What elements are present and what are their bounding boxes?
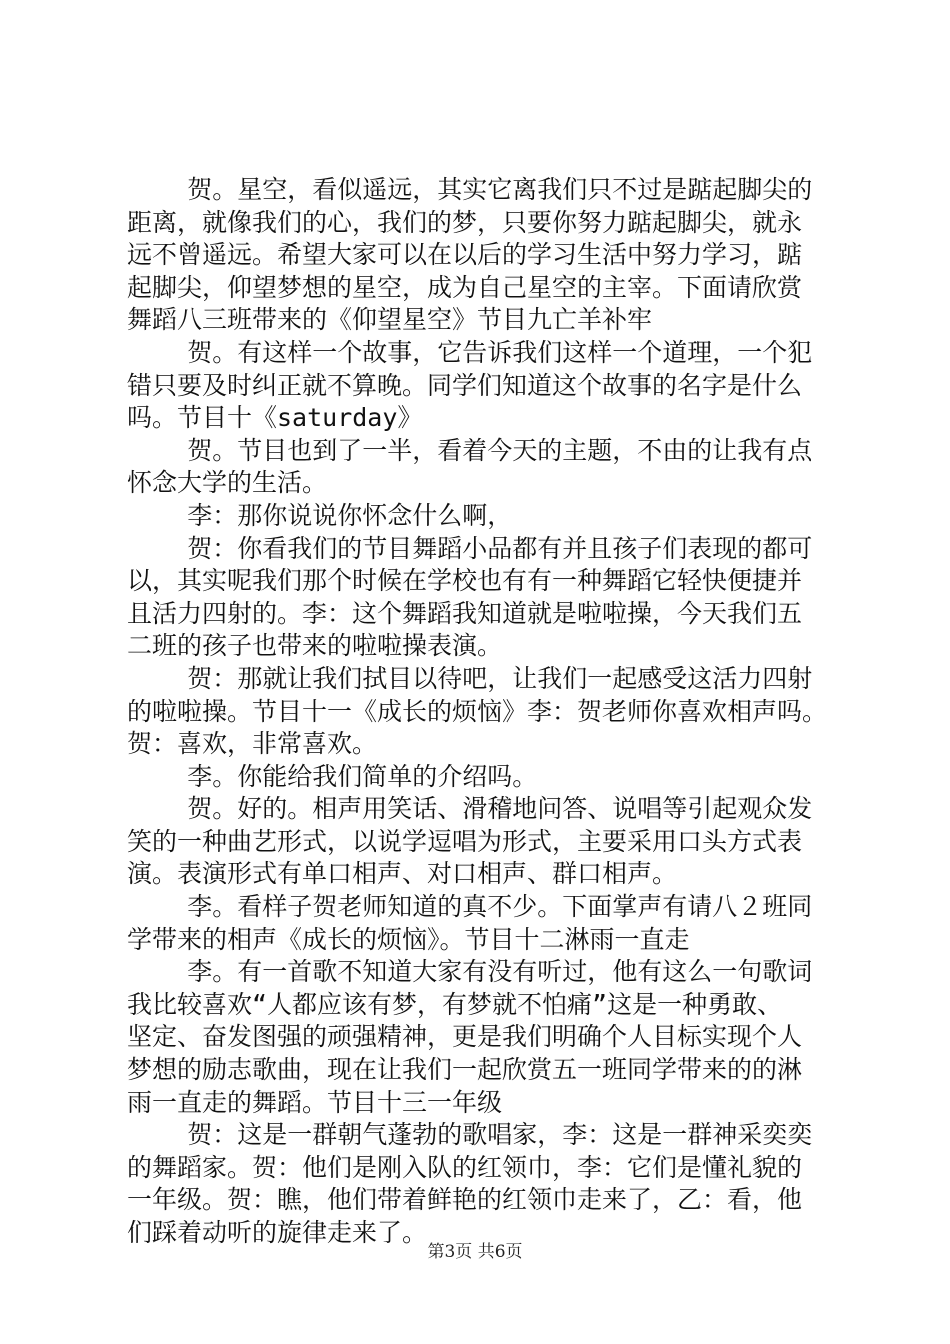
- text-line: 李。你能给我们简单的介绍吗。: [127, 761, 538, 791]
- text-line: 远不曾遥远。希望大家可以在以后的学习生活中努力学习，踮: [127, 240, 803, 270]
- text-line: 舞蹈八三班带来的《仰望星空》节目九亡羊补牢: [127, 305, 653, 335]
- text-line: 坚定、奋发图强的顽强精神，更是我们明确个人目标实现个人: [127, 1022, 803, 1052]
- text-line: 贺：这是一群朝气蓬勃的歌唱家，李：这是一群神采奕奕: [127, 1120, 813, 1150]
- text-line: 我比较喜欢“人都应该有梦，有梦就不怕痛”这是一种勇敢、: [127, 989, 783, 1019]
- text-line: 距离，就像我们的心，我们的梦，只要你努力踮起脚尖，就永: [127, 207, 803, 237]
- text-line: 错只要及时纠正就不算晚。同学们知道这个故事的名字是什么: [127, 370, 803, 400]
- text-line: 贺：你看我们的节目舞蹈小品都有并且孩子们表现的都可: [127, 533, 813, 563]
- text-line: 的舞蹈家。贺：他们是刚入队的红领巾，李：它们是懂礼貌的: [127, 1152, 803, 1182]
- text-line: 学带来的相声《成长的烦恼》。节目十二淋雨一直走: [127, 924, 690, 954]
- text-line: 吗。节目十《saturday》: [127, 403, 423, 433]
- text-line: 雨一直走的舞蹈。节目十三一年级: [127, 1087, 503, 1117]
- text-line: 贺。有这样一个故事，它告诉我们这样一个道理，一个犯: [127, 337, 813, 367]
- text-line: 梦想的励志歌曲，现在让我们一起欣赏五一班同学带来的的淋: [127, 1055, 803, 1085]
- text-line: 李。看样子贺老师知道的真不少。下面掌声有请八２班同: [127, 892, 813, 922]
- text-line: 的啦啦操。节目十一《成长的烦恼》李：贺老师你喜欢相声吗。: [127, 696, 828, 726]
- text-line: 李：那你说说你怀念什么啊，: [127, 500, 513, 530]
- text-line: 贺：那就让我们拭目以待吧，让我们一起感受这活力四射: [127, 663, 813, 693]
- text-line: 演。表演形式有单口相声、对口相声、群口相声。: [127, 859, 678, 889]
- text-line: 贺。节目也到了一半，看着今天的主题，不由的让我有点: [127, 435, 813, 465]
- text-line: 李。有一首歌不知道大家有没有听过，他有这么一句歌词: [127, 957, 813, 987]
- text-line: 们踩着动听的旋律走来了。: [127, 1218, 428, 1247]
- text-line: 一年级。贺：瞧，他们带着鲜艳的红领巾走来了，乙：看，他: [127, 1185, 803, 1215]
- text-line: 贺。星空，看似遥远，其实它离我们只不过是踮起脚尖的: [127, 175, 813, 204]
- text-line: 起脚尖，仰望梦想的星空，成为自己星空的主宰。下面请欣赏: [127, 272, 803, 302]
- page-number-footer: 第3页 共6页: [427, 1242, 523, 1262]
- text-line: 且活力四射的。李：这个舞蹈我知道就是啦啦操，今天我们五: [127, 598, 803, 628]
- text-line: 贺。好的。相声用笑话、滑稽地问答、说唱等引起观众发: [127, 794, 813, 824]
- text-line: 二班的孩子也带来的啦啦操表演。: [127, 631, 503, 661]
- text-line: 以，其实呢我们那个时候在学校也有有一种舞蹈它轻快便捷并: [127, 566, 803, 596]
- text-line: 贺：喜欢，非常喜欢。: [127, 729, 378, 759]
- document-body: [127, 174, 835, 1250]
- text-line: 笑的一种曲艺形式，以说学逗唱为形式，主要采用口头方式表: [127, 826, 803, 856]
- text-line: 怀念大学的生活。: [127, 468, 328, 498]
